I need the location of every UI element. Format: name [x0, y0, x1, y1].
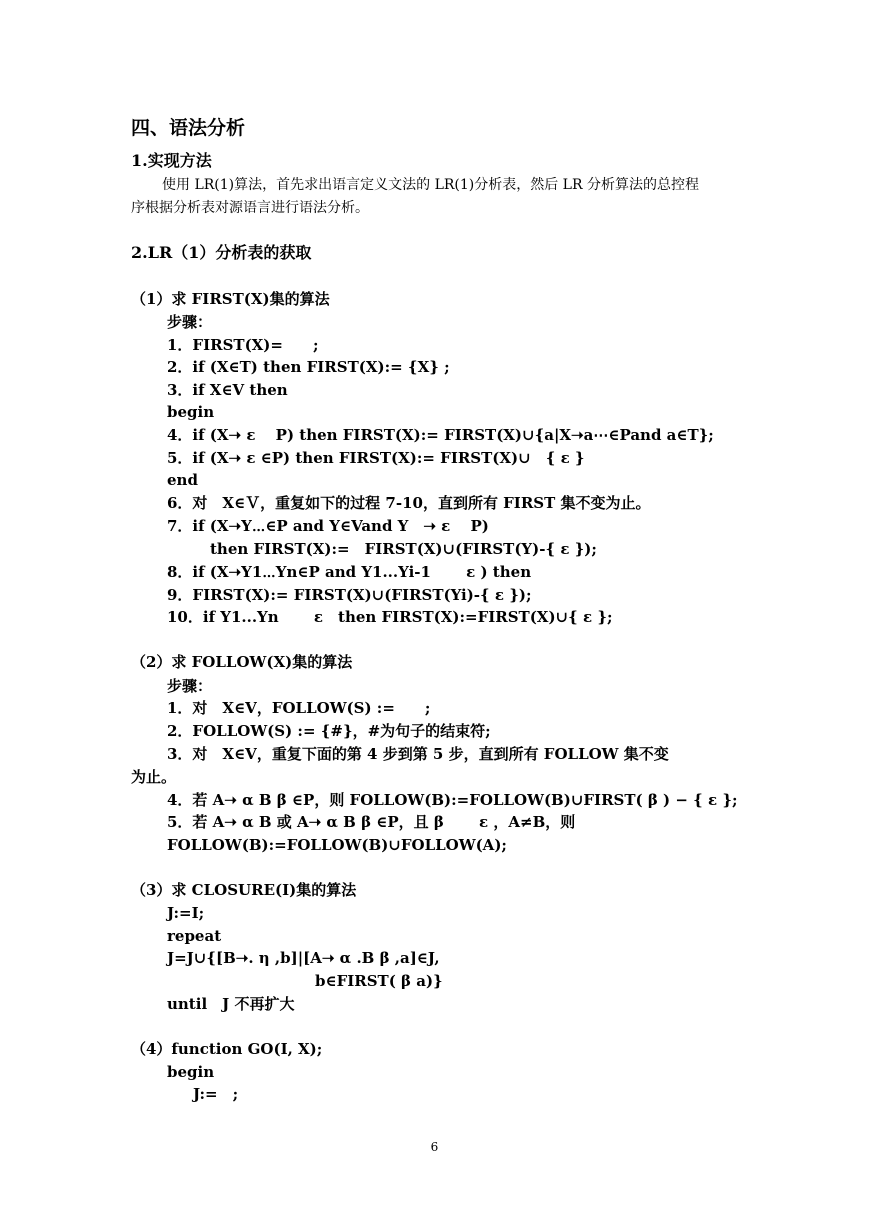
- first-line: 7．if (X➝Y⋯∈P and Y∈Vand Y ➝ ε P): [167, 517, 489, 535]
- closure-heading: （3）求 CLOSURE(I)集的算法: [131, 881, 357, 899]
- first-line: 2．if (X∈T) then FIRST(X):= {X} ;: [167, 358, 450, 376]
- go-line: begin: [167, 1063, 215, 1081]
- follow-line: 2．FOLLOW(S) := {#}，#为句子的结束符;: [167, 722, 491, 740]
- page-number: 6: [430, 1140, 439, 1154]
- follow-line: FOLLOW(B):=FOLLOW(B)∪FOLLOW(A);: [167, 836, 507, 854]
- first-line: 10．if Y1...Yn ε then FIRST(X):=FIRST(X)∪{ ε };: [167, 608, 613, 626]
- impl-para-line1: 使用 LR(1)算法，首先求出语言定义文法的 LR(1)分析表，然后 LR 分析算法的总控程: [162, 177, 699, 193]
- closure-line: b∈FIRST( β a)}: [315, 972, 443, 990]
- closure-line: J:=I;: [167, 904, 205, 922]
- follow-line: 为止。: [131, 768, 177, 786]
- closure-line: repeat: [167, 927, 222, 945]
- first-line: 6．对 X∈Ｖ，重复如下的过程 7-10，直到所有 FIRST 集不变为止。: [167, 494, 651, 512]
- first-line: end: [167, 471, 198, 489]
- first-line: begin: [167, 403, 215, 421]
- first-line: 3．if X∈V then: [167, 381, 288, 399]
- first-line: 1．FIRST(X)= ;: [167, 336, 319, 354]
- impl-para-line2: 序根据分析表对源语言进行语法分析。: [131, 200, 369, 216]
- follow-line: 4．若 A➝ α B β ∈P，则 FOLLOW(B):=FOLLOW(B)∪FIRST( β ) − { ε };: [167, 791, 738, 809]
- lr-heading: 2.LR（1）分析表的获取: [131, 243, 312, 262]
- follow-steps-label: 步骤：: [167, 677, 213, 695]
- closure-line: until J 不再扩大: [167, 995, 295, 1013]
- first-line: 5．if (X➝ ε ∈P) then FIRST(X):= FIRST(X)∪ { ε }: [167, 449, 585, 467]
- section-title: 四、语法分析: [131, 117, 246, 139]
- follow-line: 3．对 X∈V，重复下面的第 4 步到第 5 步，直到所有 FOLLOW 集不变: [167, 745, 669, 763]
- first-line: 9．FIRST(X):= FIRST(X)∪(FIRST(Yi)-{ ε });: [167, 586, 532, 604]
- go-heading: （4）function GO(I, X);: [131, 1040, 323, 1058]
- closure-line: J=J∪{[B➝. η ,b]|[A➝ α .B β ,a]∈J,: [167, 949, 440, 967]
- first-line: 8．if (X➝Y1⋯Yn∈P and Y1...Yi-1 ε ) then: [167, 563, 532, 581]
- follow-line: 5．若 A➝ α B 或 A➝ α B β ∈P，且 β ε ，A≠B，则: [167, 813, 576, 831]
- follow-heading: （2）求 FOLLOW(X)集的算法: [131, 653, 353, 671]
- first-line: then FIRST(X):= FIRST(X)∪(FIRST(Y)-{ ε });: [210, 540, 597, 558]
- go-line: J:= ;: [193, 1085, 239, 1103]
- first-steps-label: 步骤：: [167, 313, 213, 331]
- follow-line: 1．对 X∈V，FOLLOW(S) := ;: [167, 699, 431, 717]
- impl-heading: 1.实现方法: [131, 151, 212, 170]
- first-heading: （1）求 FIRST(X)集的算法: [131, 290, 330, 308]
- first-line: 4．if (X➝ ε P) then FIRST(X):= FIRST(X)∪{a|X➝a⋯∈Pand a∈T};: [167, 426, 714, 444]
